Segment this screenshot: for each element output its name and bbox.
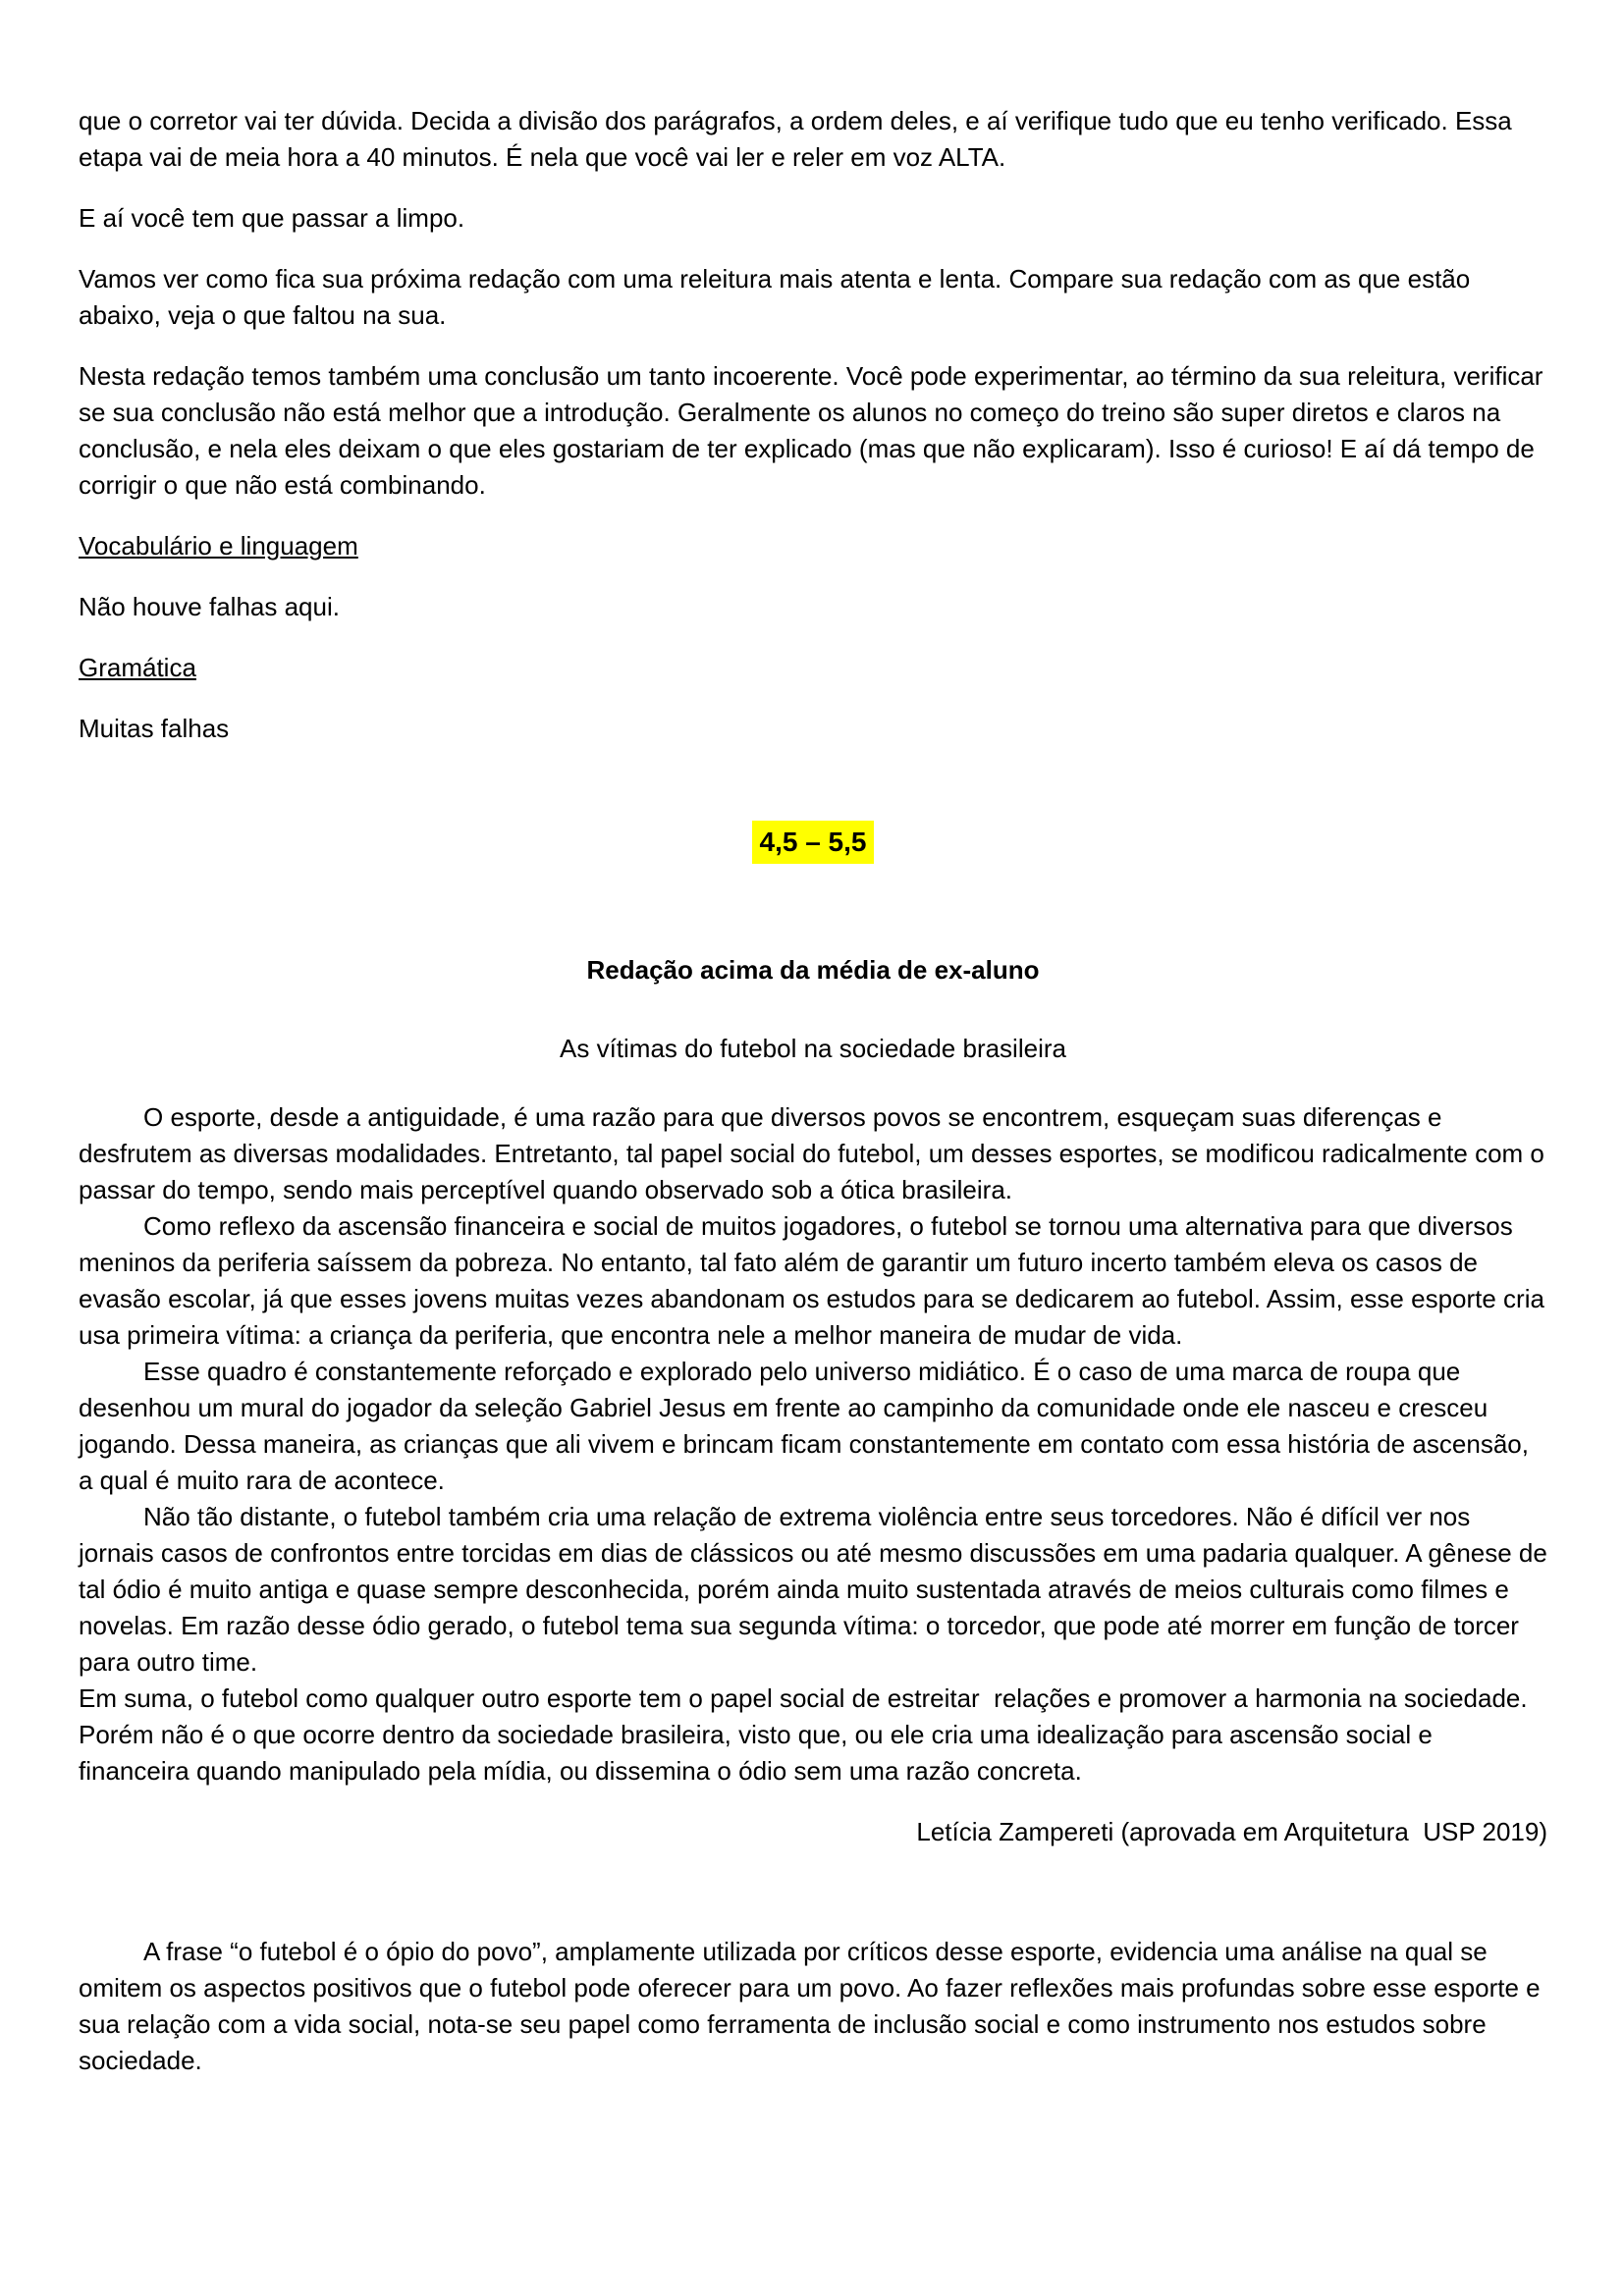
vocabulary-section-heading: Vocabulário e linguagem <box>79 531 358 561</box>
essay-paragraph-5: Em suma, o futebol como qualquer outro esporte tem o papel social de estreitar relações e promover a harmonia na sociedade. Porém não é o que ocorre dentro da sociedade brasileira, visto que, ou ele cria uma idealização para ascensão social e financeira quando manipulado pela mídia, ou dissemina o ódio sem uma razão concreta. <box>79 1683 1535 1786</box>
grammar-section-heading: Gramática <box>79 653 196 682</box>
score-highlight: 4,5 – 5,5 <box>752 821 875 864</box>
essay-paragraph-1: O esporte, desde a antiguidade, é uma razão para que diversos povos se encontrem, esqueçam suas diferenças e desfrutem as diversas modalidades. Entretanto, tal papel social do futebol, um desses esportes, se modificou radicalmente com o passar do tempo, sendo mais perceptível quando observado sob a ótica brasileira. <box>79 1102 1552 1204</box>
essay-header: Redação acima da média de ex-aluno <box>586 955 1040 985</box>
vocabulary-section-text: Não houve falhas aqui. <box>79 592 340 621</box>
intro-paragraph-4: Nesta redação temos também uma conclusão um tanto incoerente. Você pode experimentar, ao término da sua releitura, verificar se sua conclusão não está melhor que a introdução. Geralmente os alunos no começo do treino são super diretos e claros na conclusão, e nela eles deixam o que eles gostariam de ter explicado (mas que não explicaram). Isso é curioso! E aí dá tempo de corrigir o que não está combinando. <box>79 361 1550 500</box>
essay-title: As vítimas do futebol na sociedade brasileira <box>560 1034 1066 1063</box>
grammar-section-text: Muitas falhas <box>79 714 230 743</box>
essay-author-signature: Letícia Zampereti (aprovada em Arquitetura USP 2019) <box>916 1817 1547 1846</box>
intro-paragraph-2: E aí você tem que passar a limpo. <box>79 203 465 233</box>
essay-body <box>79 1099 1555 1789</box>
intro-paragraph-1: que o corretor vai ter dúvida. Decida a divisão dos parágrafos, a ordem deles, e aí verifique tudo que eu tenho verificado. Essa etapa vai de meia hora a 40 minutos. É nela que você vai ler e reler em voz ALTA. <box>79 106 1519 172</box>
essay-paragraph-4: Não tão distante, o futebol também cria uma relação de extrema violência entre seus torcedores. Não é difícil ver nos jornais casos de confrontos entre torcidas em dias de clássicos ou até mesmo discussões em uma padaria qualquer. A gênese de tal ódio é muito antiga e quase sempre desconhecida, porém ainda muito sustentada através de meios culturais como filmes e novelas. Em razão desse ódio gerado, o futebol tema sua segunda vítima: o torcedor, que pode até morrer em função de torcer para outro time. <box>79 1502 1555 1677</box>
intro-paragraph-3: Vamos ver como fica sua próxima redação com uma releitura mais atenta e lenta. Compare sua redação com as que estão abaixo, veja o que faltou na sua. <box>79 264 1478 330</box>
closing-paragraph: A frase “o futebol é o ópio do povo”, amplamente utilizada por críticos desse esporte, evidencia uma análise na qual se omitem os aspectos positivos que o futebol pode oferecer para um povo. Ao fazer reflexões mais profundas sobre esse esporte e sua relação com a vida social, nota-se seu papel como ferramenta de inclusão social e como instrumento nos estudos sobre sociedade. <box>79 1937 1547 2075</box>
essay-paragraph-2: Como reflexo da ascensão financeira e social de muitos jogadores, o futebol se tornou uma alternativa para que diversos meninos da periferia saíssem da pobreza. No entanto, tal fato além de garantir um futuro incerto também eleva os casos de evasão escolar, já que esses jovens muitas vezes abandonam os estudos para se dedicarem ao futebol. Assim, esse esporte cria usa primeira vítima: a criança da periferia, que encontra nele a melhor maneira de mudar de vida. <box>79 1211 1552 1350</box>
essay-paragraph-3: Esse quadro é constantemente reforçado e explorado pelo universo midiático. É o caso de uma marca de roupa que desenhou um mural do jogador da seleção Gabriel Jesus em frente ao campinho da comunidade onde ele nasceu e cresceu jogando. Dessa maneira, as crianças que ali vivem e brincam ficam constantemente em contato com essa história de ascensão, a qual é muito rara de acontece. <box>79 1357 1537 1495</box>
score-row <box>79 821 1547 864</box>
